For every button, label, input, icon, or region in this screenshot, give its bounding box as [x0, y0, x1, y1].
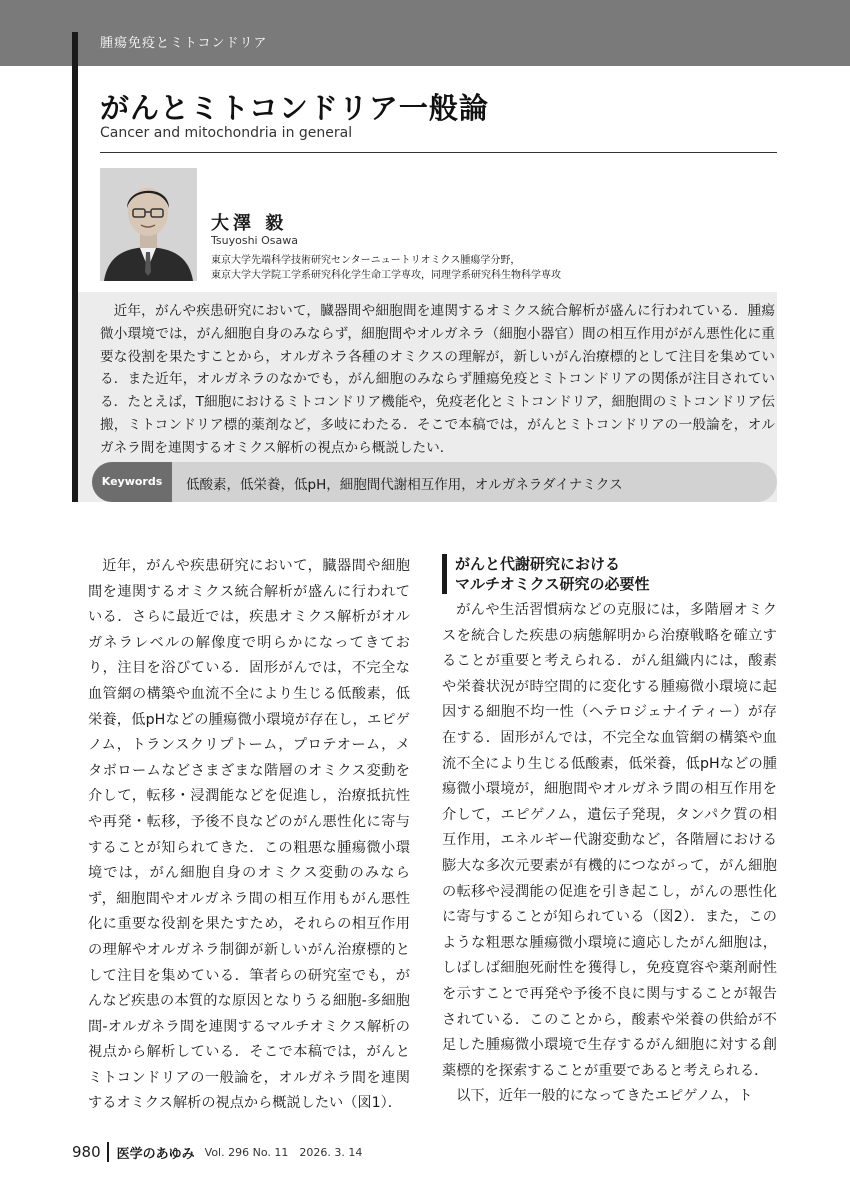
author-affiliation-1: 東京大学先端科学技術研究センターニュートリオミクス腫瘍学分野，: [211, 255, 521, 266]
series-header-band: [0, 0, 850, 66]
author-affiliation-2: 東京大学大学院工学系研究科化学生命工学専攻，同理学系研究科生物科学専攻: [211, 270, 561, 281]
body-right-column: [442, 554, 777, 1110]
body-right-paragraph-2: 以下，近年一般的になってきたエピゲノム，ト: [456, 1088, 753, 1105]
title-divider: [100, 152, 777, 153]
keywords-text: 低酸素，低栄養，低pH，細胞間代謝相互作用，オルガネラダイナミクス: [186, 477, 623, 493]
journal-issue: Vol. 296 No. 11 2026. 3. 14: [204, 1146, 363, 1159]
article-subtitle: Cancer and mitochondria in general: [100, 125, 353, 141]
author-name: 大澤 毅: [211, 213, 288, 234]
page-number: 980: [72, 1143, 101, 1161]
section-heading: [442, 554, 777, 594]
author-roman-name: Tsuyoshi Osawa: [211, 234, 298, 247]
body-left-column: 近年，がんや疾患研究において，臓器間や細胞間を連関するオミクス統合解析が盛んに行われている．さらに最近では，疾患オミクス解析がオルガネラレベルの解像度で明らかになってきており，注目を浴びている．固形がんでは，不完全な血管網の構築や血流不全により生じる低酸素，低栄養，低pHなどの腫瘍微小環境が存在し，エピゲノム，トランスクリプトーム，プロテオーム，メタボロームなどさまざまな階層のオミクス変動を介して，転移・浸潤能などを促進し，治療抵抗性や再発・転移，予後不良などのがん悪性化に寄与することが知られてきた．この粗悪な腫瘍微小環境では，がん細胞自身のオミクス変動のみならず，細胞間やオルガネラ間の相互作用もがん悪性化に重要な役割を果たすため，それらの相互作用の理解やオルガネラ制御が新しいがん治療標的として注目を集めている．筆者らの研究室でも，がんなど疾患の本質的な原因となりうる細胞-多細胞間-オルガネラ間を連関するマルチオミクス解析の視点から解析している．そこで本稿では，がんとミトコンドリアの一般論を，オルガネラ間を連関するオミクス解析の視点から概説したい（図1）．: [88, 558, 410, 1112]
keywords-label: Keywords: [92, 462, 172, 502]
abstract-text: 近年，がんや疾患研究において，臓器間や細胞間を連関するオミクス統合解析が盛んに行われている．腫瘍微小環境では，がん細胞自身のみならず，細胞間やオルガネラ（細胞小器官）間の相互作用ががん悪性化に重要な役割を果たすことから，オルガネラ各種のオミクスの理解が，新しいがん治療標的として注目を集めている．また近年，オルガネラのなかでも，がん細胞のみならず腫瘍免疫とミトコンドリアの関係が注目されている．たとえば，T細胞におけるミトコンドリア機能や，免疫老化とミトコンドリア，細胞間のミトコンドリア伝搬，ミトコンドリア標的薬剤など，多岐にわたる．そこで本稿では，がんとミトコンドリアの一般論を，オルガネラ間を連関するオミクス解析の視点から概説したい．: [100, 303, 775, 456]
section-heading-line-1: がんと代謝研究における: [455, 555, 621, 573]
author-photo: [100, 168, 197, 281]
section-heading-line-2: マルチオミクス研究の必要性: [455, 575, 650, 593]
page-footer: [72, 1142, 362, 1162]
article-title: がんとミトコンドリア一般論: [100, 91, 489, 125]
footer-divider: [107, 1142, 109, 1162]
journal-name: 医学のあゆみ: [116, 1146, 195, 1162]
body-right-paragraph-1: がんや生活習慣病などの克服には，多階層オミクスを統合した疾患の病態解明から治療戦略を確立することが重要と考えられる．がん組織内には，酸素や栄養状況が時空間的に変化する腫瘍微小環境に起因する細胞不均一性（ヘテロジェナイティー）が存在する．固形がんでは，不完全な血管網の構築や血流不全により生じる低酸素，低栄養，低pHなどの腫瘍微小環境が，細胞間やオルガネラ間の相互作用を介して，エピゲノム，遺伝子発現，タンパク質の相互作用，エネルギー代謝変動など，各階層における膨大な多次元要素が有機的につながって，がん細胞の転移や浸潤能の促進を引き起こし，がんの悪性化に寄与することが知られている（図2）．また，このような粗悪な腫瘍微小環境に適応したがん細胞は，しばしば細胞死耐性を獲得し，免疫寛容や薬剤耐性を示すことで再発や予後不良に関与することが報告されている．このことから，酸素や栄養の供給が不足した腫瘍微小環境で生存するがん細胞に対する創薬標的を探索することが重要であると考えられる．: [442, 602, 777, 1079]
series-title: 腫瘍免疫とミトコンドリア: [100, 36, 268, 51]
